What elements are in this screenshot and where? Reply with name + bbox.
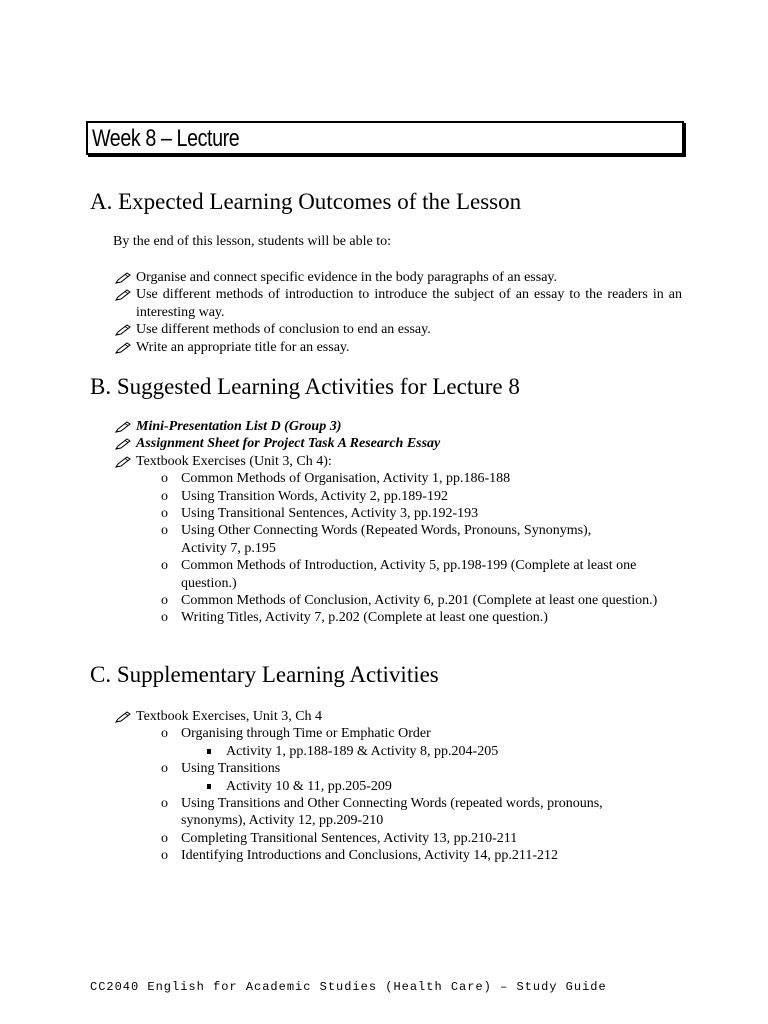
circle-bullet-icon: o <box>161 830 168 846</box>
pencil-icon <box>115 438 131 450</box>
suggested-activities-list <box>136 418 676 627</box>
supplementary-sublist <box>136 725 676 864</box>
pencil-icon <box>115 289 131 301</box>
learning-outcomes-list <box>136 269 682 356</box>
list-item: o Organising through Time or Emphatic Order Activity 1, pp.188-189 & Activity 8, pp.204-205 <box>136 725 676 760</box>
list-item: Textbook Exercises (Unit 3, Ch 4): o Common Methods of Organisation, Activity 1, pp.186-188 o Using Transition Words, Activity 2, pp.189-192 o Using Transitional Sentences, Activity 3, pp.192-193 o Using Other Connecting Words (Repeated Words, Pronouns, Synonyms), Activity 7, p.195 o Common Methods of Introduction, Activity 5, pp.198-199 (Complete at least one question.) o Common Methods of Conclusion, Activity 6, p.201 (Complete at least one question.) o Writing Titles, Activity 7, p.202 (Complete at least one question.) <box>136 453 676 627</box>
list-item: o Completing Transitional Sentences, Activity 13, pp.210-211 <box>161 830 518 846</box>
circle-bullet-icon: o <box>161 488 168 504</box>
pencil-icon <box>115 342 131 354</box>
textbook-exercises-sublist <box>136 470 676 627</box>
pencil-icon <box>115 421 131 433</box>
section-c-heading: C. Supplementary Learning Activities <box>90 662 439 687</box>
pencil-icon <box>115 324 131 336</box>
supplementary-activities-list <box>136 708 676 865</box>
circle-bullet-icon: o <box>161 471 168 487</box>
list-item: o Using Transitions and Other Connecting Words (repeated words, pronouns, synonyms), Activity 12, pp.209-210 <box>161 796 603 829</box>
pencil-icon <box>115 272 131 284</box>
pencil-icon <box>115 456 131 468</box>
section-a-heading: A. Expected Learning Outcomes of the Lesson <box>90 189 522 214</box>
list-item: Use different methods of conclusion to end an essay. <box>136 321 682 338</box>
square-bullet-icon <box>207 784 211 789</box>
circle-bullet-icon: o <box>161 848 168 864</box>
list-item: o Identifying Introductions and Conclusions, Activity 14, pp.211-212 <box>161 848 559 864</box>
circle-bullet-icon: o <box>161 506 168 522</box>
circle-bullet-icon: o <box>161 523 168 539</box>
list-item: Use different methods of introduction to introduce the subject of an essay to the readers in an interesting way. <box>136 286 682 321</box>
nested-sublist <box>181 778 676 795</box>
section-b-heading: B. Suggested Learning Activities for Lecture 8 <box>90 374 520 399</box>
week-title: Week 8 – Lecture <box>92 125 240 152</box>
pencil-icon <box>115 711 131 723</box>
list-item: o Common Methods of Introduction, Activity 5, pp.198-199 (Complete at least one question.) <box>161 558 637 591</box>
circle-bullet-icon: o <box>161 726 168 742</box>
list-item: o Using Transitions Activity 10 & 11, pp.205-209 <box>136 760 676 795</box>
list-item: o Writing Titles, Activity 7, p.202 (Complete at least one question.) <box>161 610 548 626</box>
list-item: Mini-Presentation List D (Group 3) <box>136 418 676 435</box>
list-item: o Common Methods of Conclusion, Activity 6, p.201 (Complete at least one question.) <box>161 593 658 609</box>
week-title-box <box>86 121 684 155</box>
list-item: o Using Other Connecting Words (Repeated Words, Pronouns, Synonyms), Activity 7, p.195 <box>161 523 592 556</box>
list-item: Assignment Sheet for Project Task A Research Essay <box>136 435 676 452</box>
circle-bullet-icon: o <box>161 610 168 626</box>
circle-bullet-icon: o <box>161 796 168 812</box>
list-item: Activity 10 & 11, pp.205-209 <box>181 778 676 795</box>
square-bullet-icon <box>207 749 211 754</box>
circle-bullet-icon: o <box>161 593 168 609</box>
list-item: Textbook Exercises, Unit 3, Ch 4 o Organising through Time or Emphatic Order Activity 1, pp.188-189 & Activity 8, pp.204-205 o Using Transitions Activity 10 & 11, pp.205-209 o Using Transitions and Other Connecting Words (repeated words, pronouns, synonyms), Activity 12, pp.209-210 o Completing Transitional Sentences, Activity 13, pp.210-211 o Identifying Introductions and Conclusions, Activity 14, pp.211-212 <box>136 708 676 865</box>
circle-bullet-icon: o <box>161 761 168 777</box>
list-item: o Common Methods of Organisation, Activity 1, pp.186-188 <box>161 471 511 487</box>
list-item: o Using Transition Words, Activity 2, pp.189-192 <box>161 488 448 504</box>
page-footer: CC2040 English for Academic Studies (Health Care) – Study Guide <box>90 980 607 994</box>
nested-sublist <box>181 743 676 760</box>
section-a-intro: By the end of this lesson, students will be able to: <box>113 234 392 249</box>
list-item: Organise and connect specific evidence in the body paragraphs of an essay. <box>136 269 682 286</box>
list-item: o Using Transitional Sentences, Activity 3, pp.192-193 <box>161 506 479 522</box>
list-item: Write an appropriate title for an essay. <box>136 339 682 356</box>
circle-bullet-icon: o <box>161 558 168 574</box>
list-item: Activity 1, pp.188-189 & Activity 8, pp.204-205 <box>181 743 676 760</box>
